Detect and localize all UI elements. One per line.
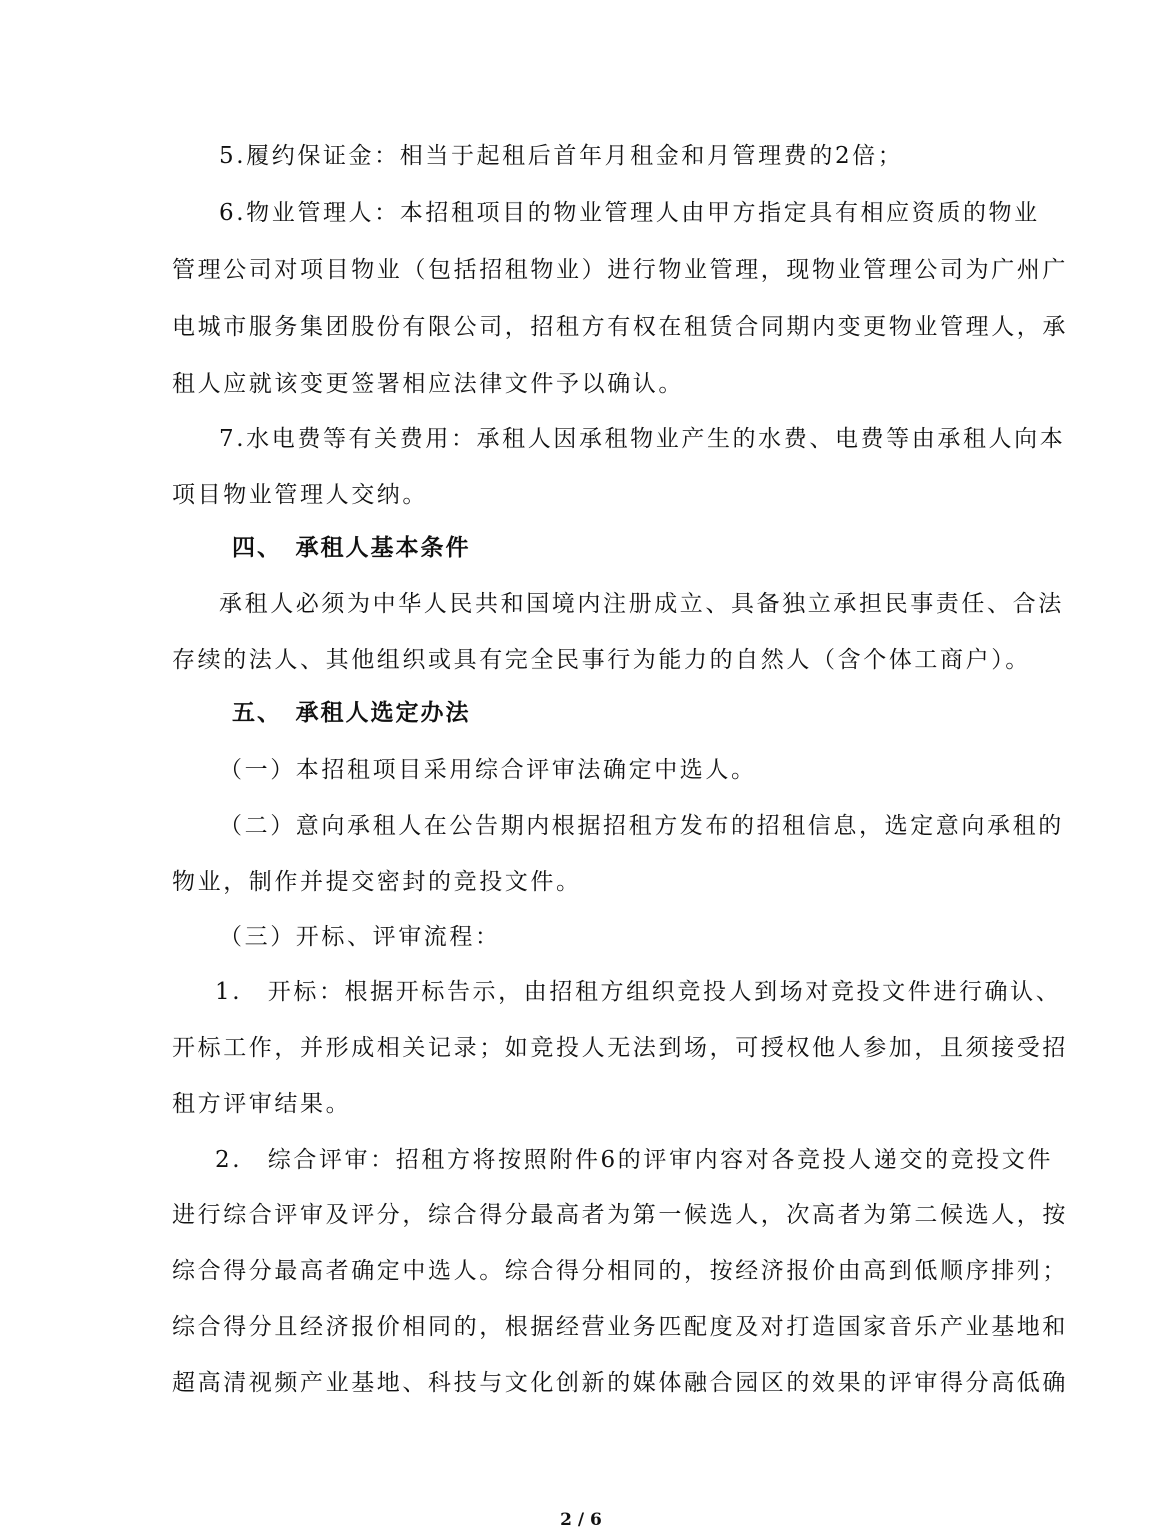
paragraph-line: 1. 开标：根据开标告示，由招租方组织竞投人到场对竞投文件进行确认、 xyxy=(215,979,1062,1005)
paragraph-line: 管理公司对项目物业（包括招租物业）进行物业管理，现物业管理公司为广州广 xyxy=(172,257,1068,283)
paragraph-line: 5.履约保证金：相当于起租后首年月租金和月管理费的2倍； xyxy=(219,143,904,169)
page-number: 2 / 6 xyxy=(560,1510,602,1530)
paragraph-line: 综合得分且经济报价相同的，根据经营业务匹配度及对打造国家音乐产业基地和 xyxy=(172,1314,1068,1340)
paragraph-line: 6.物业管理人：本招租项目的物业管理人由甲方指定具有相应资质的物业 xyxy=(219,200,1040,226)
paragraph-line: （三）开标、评审流程： xyxy=(219,924,501,950)
paragraph-line: 租人应就该变更签署相应法律文件予以确认。 xyxy=(172,371,684,397)
paragraph-line: 2. 综合评审：招租方将按照附件6的评审内容对各竞投人递交的竞投文件 xyxy=(215,1147,1053,1173)
paragraph-line: 存续的法人、其他组织或具有完全民事行为能力的自然人（含个体工商户）。 xyxy=(172,647,1031,673)
paragraph-line: 物业，制作并提交密封的竞投文件。 xyxy=(172,869,582,895)
paragraph-line: 进行综合评审及评分，综合得分最高者为第一候选人，次高者为第二候选人，按 xyxy=(172,1202,1068,1228)
paragraph-line: 承租人必须为中华人民共和国境内注册成立、具备独立承担民事责任、合法 xyxy=(219,591,1064,617)
paragraph-line: 7.水电费等有关费用：承租人因承租物业产生的水费、电费等由承租人向本 xyxy=(219,426,1066,452)
paragraph-line: 超高清视频产业基地、科技与文化创新的媒体融合园区的效果的评审得分高低确 xyxy=(172,1370,1068,1396)
paragraph-line: （二）意向承租人在公告期内根据招租方发布的招租信息，选定意向承租的 xyxy=(219,813,1064,839)
paragraph-line: 项目物业管理人交纳。 xyxy=(172,482,428,508)
section-heading: 五、 承租人选定办法 xyxy=(232,699,471,726)
paragraph-line: （一）本招租项目采用综合评审法确定中选人。 xyxy=(219,757,757,783)
paragraph-line: 租方评审结果。 xyxy=(172,1091,352,1117)
section-heading: 四、 承租人基本条件 xyxy=(232,534,471,561)
paragraph-line: 电城市服务集团股份有限公司，招租方有权在租赁合同期内变更物业管理人，承 xyxy=(172,314,1068,340)
paragraph-line: 开标工作，并形成相关记录；如竞投人无法到场，可授权他人参加，且须接受招 xyxy=(172,1035,1068,1061)
paragraph-line: 综合得分最高者确定中选人。综合得分相同的，按经济报价由高到低顺序排列； xyxy=(172,1258,1068,1284)
